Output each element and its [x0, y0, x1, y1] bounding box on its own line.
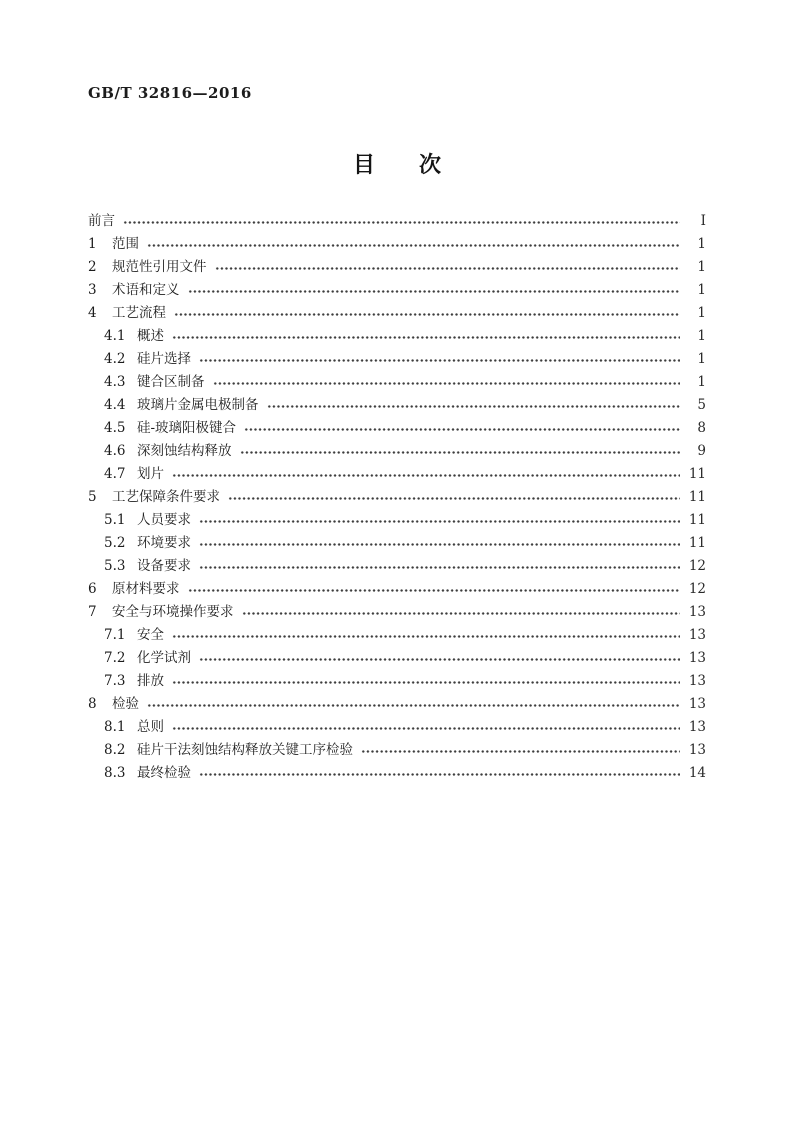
entry-number: 8.1	[104, 719, 126, 735]
toc-entry	[88, 371, 706, 394]
entry-title: 检验	[112, 696, 139, 712]
entry-number: 4.3	[104, 374, 126, 390]
entry-number: 4.2	[104, 351, 126, 367]
entry-number: 5.1	[104, 512, 126, 528]
entry-number: 4.5	[104, 420, 126, 436]
toc-entry	[88, 279, 706, 302]
entry-page-number: 1	[697, 282, 706, 298]
entry-page-number: 13	[688, 627, 706, 643]
entry-title: 深刻蚀结构释放	[137, 443, 232, 459]
entry-title: 排放	[137, 673, 164, 689]
entry-number: 4	[88, 305, 97, 321]
entry-page-number: 11	[688, 489, 706, 505]
entry-title: 键合区制备	[137, 374, 205, 390]
entry-page-number: 1	[697, 374, 706, 390]
entry-number: 7.1	[104, 627, 126, 643]
entry-title: 规范性引用文件	[112, 259, 207, 275]
entry-title: 前言	[88, 213, 115, 229]
entry-number: 4.4	[104, 397, 126, 413]
entry-title: 工艺保障条件要求	[112, 489, 220, 505]
dotted-leader	[147, 704, 680, 707]
dotted-leader	[199, 359, 680, 362]
entry-page-number: 12	[688, 581, 706, 597]
entry-title: 工艺流程	[112, 305, 166, 321]
entry-title: 安全与环境操作要求	[112, 604, 234, 620]
toc-entry	[88, 210, 706, 233]
toc-entry	[88, 256, 706, 279]
toc-entry	[88, 417, 706, 440]
toc-entry	[88, 532, 706, 555]
dotted-leader	[267, 405, 681, 408]
toc-entry	[88, 739, 706, 762]
entry-title: 硅片选择	[137, 351, 191, 367]
entry-title: 硅-玻璃阳极键合	[137, 420, 237, 436]
toc-entry	[88, 325, 706, 348]
dotted-leader	[213, 382, 681, 385]
entry-number: 5	[88, 489, 97, 505]
dotted-leader	[199, 543, 680, 546]
page-title: 目 次	[352, 153, 441, 178]
entry-title: 最终检验	[137, 765, 191, 781]
entry-title: 人员要求	[137, 512, 191, 528]
entry-page-number: 1	[697, 351, 706, 367]
entry-page-number: 5	[697, 397, 706, 413]
dotted-leader	[147, 244, 680, 247]
dotted-leader	[240, 451, 681, 454]
entry-page-number: 8	[697, 420, 706, 436]
dotted-leader	[244, 428, 680, 431]
toc-entry	[88, 463, 706, 486]
toc-entry	[88, 348, 706, 371]
entry-page-number: 13	[688, 742, 706, 758]
entry-title: 设备要求	[137, 558, 191, 574]
toc-entry	[88, 233, 706, 256]
dotted-leader	[172, 474, 680, 477]
toc-entry	[88, 302, 706, 325]
entry-page-number: 14	[688, 765, 706, 781]
standard-number: GB/T 32816—2016	[88, 84, 252, 102]
toc-entry	[88, 509, 706, 532]
entry-page-number: 1	[697, 328, 706, 344]
entry-number: 7	[88, 604, 97, 620]
entry-number: 8.3	[104, 765, 126, 781]
entry-page-number: 11	[688, 535, 706, 551]
dotted-leader	[361, 750, 680, 753]
entry-title: 化学试剂	[137, 650, 191, 666]
entry-page-number: 13	[688, 719, 706, 735]
toc-entry	[88, 440, 706, 463]
entry-page-number: 1	[697, 305, 706, 321]
entry-title: 安全	[137, 627, 164, 643]
entry-number: 7.3	[104, 673, 126, 689]
entry-number: 4.7	[104, 466, 126, 482]
entry-title: 总则	[137, 719, 164, 735]
entry-title: 概述	[137, 328, 164, 344]
dotted-leader	[172, 727, 680, 730]
entry-title: 环境要求	[137, 535, 191, 551]
entry-title: 范围	[112, 236, 139, 252]
dotted-leader	[174, 313, 680, 316]
entry-number: 5.2	[104, 535, 126, 551]
toc-entry	[88, 486, 706, 509]
toc-entry	[88, 578, 706, 601]
dotted-leader	[228, 497, 680, 500]
toc-entry	[88, 693, 706, 716]
entry-page-number: 9	[697, 443, 706, 459]
toc-entry	[88, 394, 706, 417]
entry-number: 5.3	[104, 558, 126, 574]
entry-page-number: 13	[688, 650, 706, 666]
entry-title: 硅片干法刻蚀结构释放关键工序检验	[137, 742, 353, 758]
dotted-leader	[199, 566, 680, 569]
entry-page-number: 1	[697, 259, 706, 275]
entry-page-number: 13	[688, 673, 706, 689]
entry-page-number: 11	[688, 512, 706, 528]
entry-number: 2	[88, 259, 97, 275]
entry-number: 8.2	[104, 742, 126, 758]
entry-page-number: 13	[688, 696, 706, 712]
entry-title: 划片	[137, 466, 164, 482]
dotted-leader	[215, 267, 681, 270]
entry-number: 1	[88, 236, 97, 252]
dotted-leader	[172, 635, 680, 638]
entry-page-number: I	[700, 213, 706, 229]
entry-number: 8	[88, 696, 97, 712]
toc-entry	[88, 624, 706, 647]
entry-number: 7.2	[104, 650, 126, 666]
entry-title: 原材料要求	[112, 581, 180, 597]
dotted-leader	[199, 520, 680, 523]
dotted-leader	[172, 681, 680, 684]
entry-number: 6	[88, 581, 97, 597]
entry-title: 术语和定义	[112, 282, 180, 298]
dotted-leader	[199, 658, 680, 661]
entry-number: 4.6	[104, 443, 126, 459]
toc-entry	[88, 555, 706, 578]
toc-entry	[88, 670, 706, 693]
entry-number: 3	[88, 282, 97, 298]
dotted-leader	[242, 612, 681, 615]
dotted-leader	[123, 221, 680, 224]
dotted-leader	[188, 290, 681, 293]
entry-page-number: 1	[697, 236, 706, 252]
entry-number: 4.1	[104, 328, 126, 344]
toc-entry	[88, 647, 706, 670]
entry-page-number: 11	[688, 466, 706, 482]
toc-list	[88, 210, 706, 785]
entry-title: 玻璃片金属电极制备	[137, 397, 259, 413]
toc-entry	[88, 716, 706, 739]
dotted-leader	[188, 589, 681, 592]
toc-entry	[88, 601, 706, 624]
entry-page-number: 12	[688, 558, 706, 574]
dotted-leader	[172, 336, 680, 339]
entry-page-number: 13	[688, 604, 706, 620]
dotted-leader	[199, 773, 680, 776]
toc-entry	[88, 762, 706, 785]
